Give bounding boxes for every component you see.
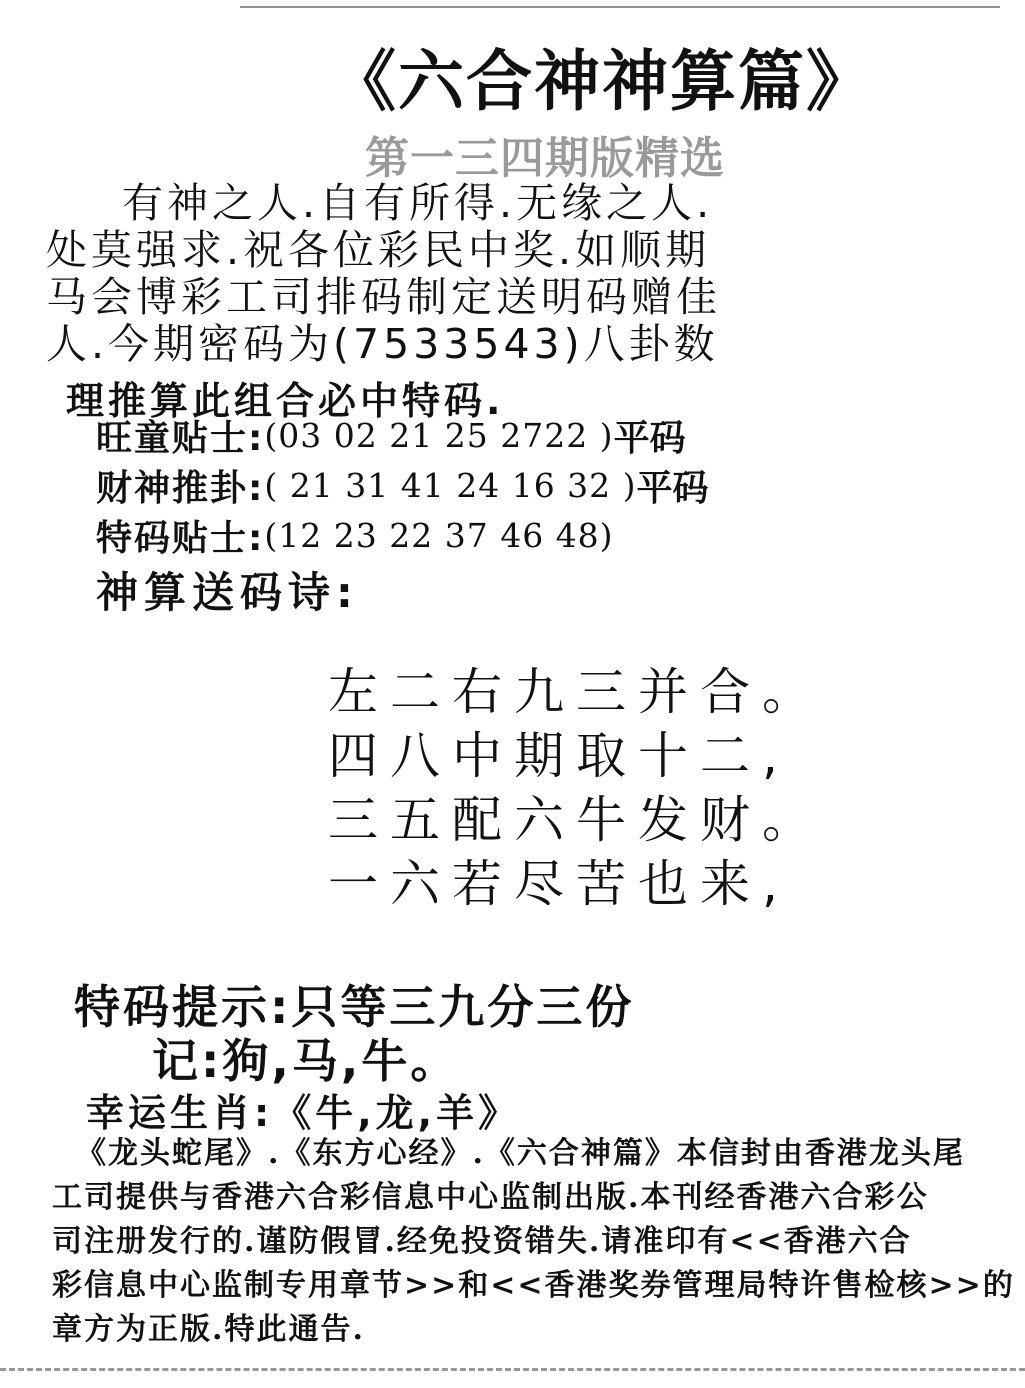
intro-line: 马会博彩工司排码制定送明码赠佳 [46, 273, 721, 321]
intro-bold-line: 理推算此组合必中特码. [66, 379, 505, 423]
poem-line: 四八中期取十二, [328, 727, 790, 785]
tip-label: 特码贴士: [96, 517, 265, 559]
tip-label: 财神推卦: [96, 467, 265, 509]
notice-line: 章方为正版.特此通告. [52, 1312, 365, 1347]
intro-paragraph [46, 180, 996, 425]
tip-suffix: 平码 [636, 467, 709, 509]
poem-line: 一六若尽苦也来, [328, 855, 790, 913]
hint-line: 特码提示:只等三九分三份 [74, 980, 635, 1034]
poem-line: 三五配六牛发财。 [328, 791, 824, 849]
tip-numbers: (12 23 22 37 46 48) [264, 515, 614, 555]
page-title: 《六合神神算篇》 [330, 43, 874, 120]
tip-row [96, 460, 709, 510]
notice-line: 司注册发行的.谨防假冒.经免投资错失.请准印有<<香港六合 [52, 1224, 912, 1259]
tip-label: 旺童贴士: [96, 417, 265, 459]
hint-line: 记:狗,马,牛。 [152, 1034, 460, 1088]
intro-line: 处莫强求.祝各位彩民中奖.如顺期 [46, 226, 711, 274]
special-hint [74, 980, 634, 1088]
intro-line: 人.今期密码为(7533543)八卦数 [46, 320, 719, 368]
intro-line: 有神之人.自有所得.无缘之人. [122, 179, 714, 227]
tip-numbers: ( 21 31 41 24 16 32 ) [264, 465, 637, 505]
tip-numbers: (03 02 21 25 2722 ) [264, 415, 614, 455]
tip-suffix: 平码 [613, 417, 686, 459]
notice-line: 工司提供与香港六合彩信息中心监制出版.本刊经香港六合彩公 [52, 1180, 929, 1215]
scan-border-bottom [0, 1368, 1025, 1374]
scan-border-top [240, 6, 1000, 8]
notice-line: 彩信息中心监制专用章节>>和<<香港奖券管理局特许售检核>>的 [52, 1268, 1015, 1303]
tips-list [96, 410, 709, 560]
tip-row [96, 410, 709, 460]
lucky-zodiac: 幸运生肖:《牛,龙,羊》 [86, 1091, 521, 1135]
poem-heading: 神算送码诗: [96, 568, 359, 617]
issue-subtitle: 第一三四期版精选 [365, 133, 725, 184]
poem-line: 左二右九三并合。 [328, 663, 824, 721]
notice-line: 《龙头蛇尾》.《东方心经》.《六合神篇》本信封由香港龙头尾 [76, 1136, 965, 1171]
notice-paragraph [52, 1132, 1015, 1352]
poem [328, 660, 824, 916]
tip-row [96, 510, 709, 560]
